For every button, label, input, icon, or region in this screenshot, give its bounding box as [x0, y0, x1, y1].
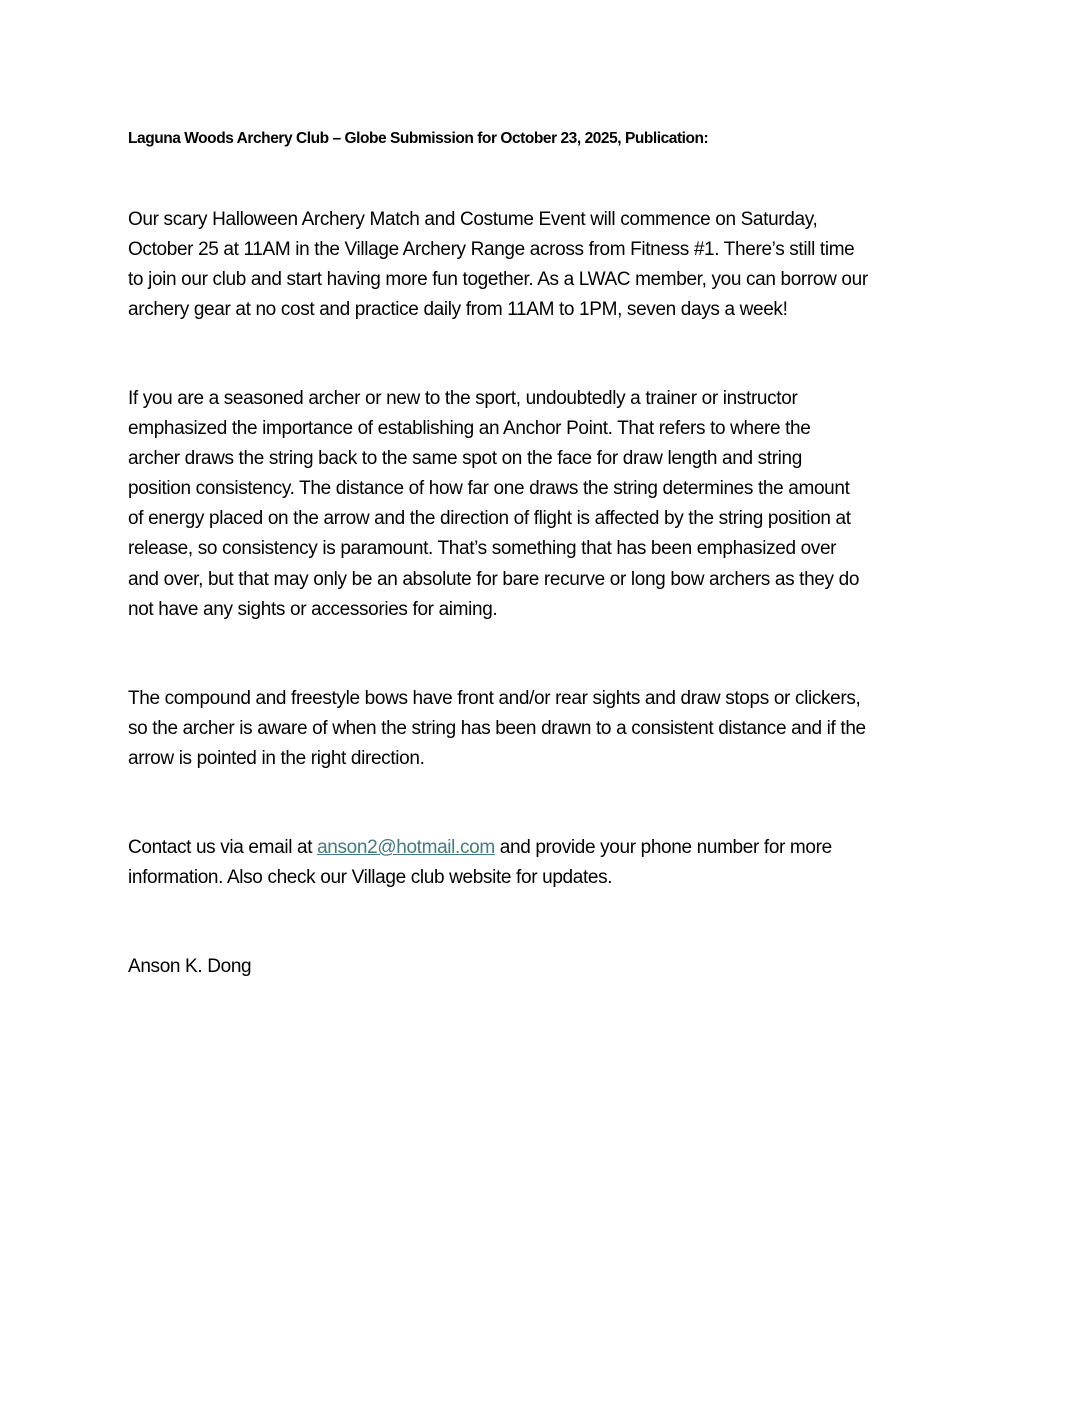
text-line: information. Also check our Village club website for updates. — [128, 867, 613, 889]
text-line: October 25 at 11AM in the Village Archery Range across from Fitness #1. There’s still time — [128, 239, 855, 261]
text-line: not have any sights or accessories for aiming. — [128, 598, 498, 620]
document-heading: Laguna Woods Archery Club – Globe Submission for October 23, 2025, Publication: — [128, 130, 709, 147]
text-line: arrow is pointed in the right direction. — [128, 748, 425, 770]
text-line: If you are a seasoned archer or new to the sport, undoubtedly a trainer or instructor — [128, 388, 798, 409]
text-line: The compound and freestyle bows have front and/or rear sights and draw stops or clickers, — [128, 688, 861, 709]
text-line: emphasized the importance of establishing an Anchor Point. That refers to where the — [128, 418, 811, 440]
text-line: of energy placed on the arrow and the direction of flight is affected by the string position at — [128, 508, 851, 530]
text-line: so the archer is aware of when the string has been drawn to a consistent distance and if the — [128, 718, 866, 740]
paragraph-contact — [128, 833, 988, 893]
contact-text-before: Contact us via email at — [128, 837, 318, 858]
text-line: archery gear at no cost and practice daily from 11AM to 1PM, seven days a week! — [128, 299, 788, 321]
text-line: and over, but that may only be an absolute for bare recurve or long bow archers as they do — [128, 568, 860, 590]
text-line — [128, 833, 988, 863]
text-line: to join our club and start having more fun together. As a LWAC member, you can borrow our — [128, 269, 868, 291]
paragraph-compound-bows — [128, 684, 988, 774]
text-line: release, so consistency is paramount. That’s something that has been emphasized over — [128, 538, 837, 560]
signature — [128, 952, 988, 982]
text-line: archer draws the string back to the same spot on the face for draw length and string — [128, 448, 802, 470]
email-link[interactable]: anson2@hotmail.com — [317, 837, 495, 858]
signature-name: Anson K. Dong — [128, 956, 252, 977]
paragraph-anchor-point — [128, 384, 988, 625]
text-line: position consistency. The distance of how far one draws the string determines the amount — [128, 478, 850, 500]
paragraph-event-announcement — [128, 205, 988, 325]
text-line: Our scary Halloween Archery Match and Costume Event will commence on Saturday, — [128, 209, 818, 230]
contact-text-after: and provide your phone number for more — [494, 837, 832, 858]
